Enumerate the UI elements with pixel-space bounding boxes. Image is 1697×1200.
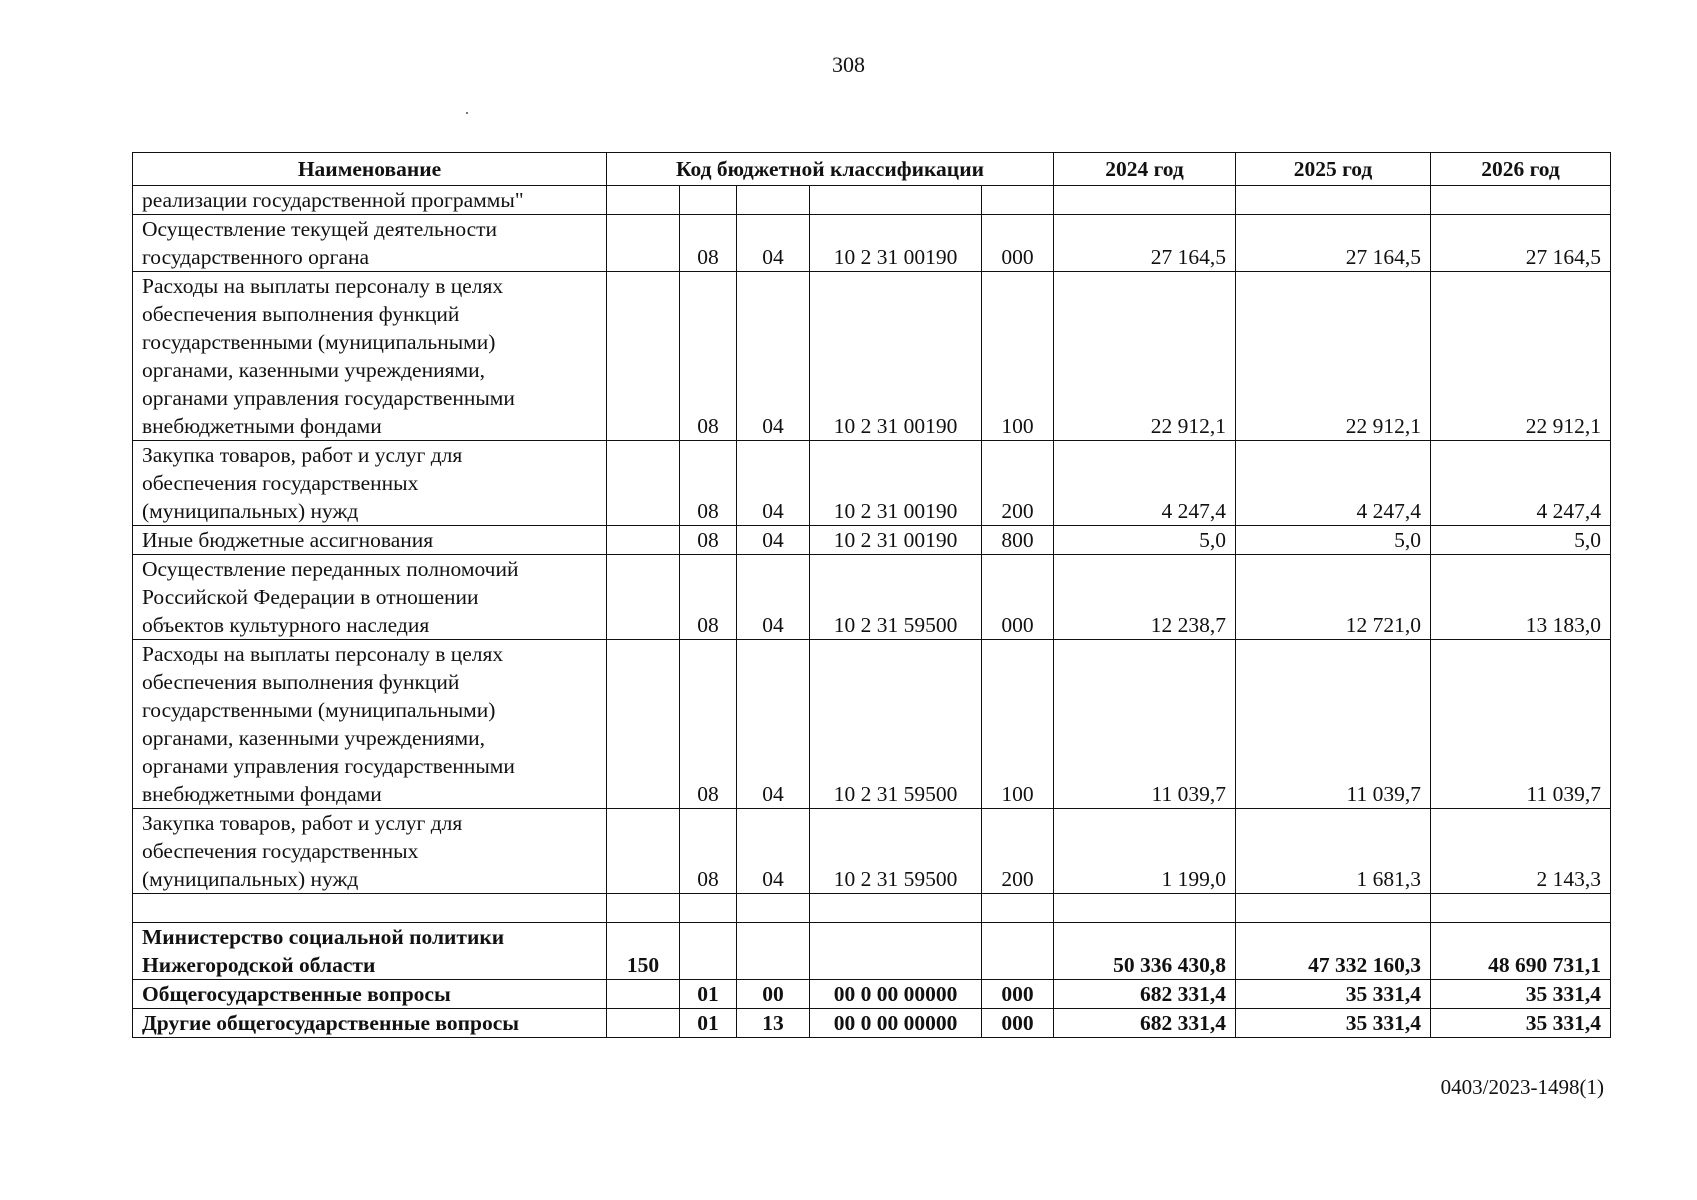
cell-2025	[1236, 186, 1431, 215]
cell-name	[133, 640, 607, 809]
cell-2026: 48 690 731,1	[1431, 923, 1611, 980]
name-line: Осуществление текущей деятельности	[142, 217, 498, 241]
table-row	[133, 894, 1611, 923]
header-name: Наименование	[133, 153, 607, 186]
name-line: Общегосударственные вопросы	[142, 982, 451, 1006]
cell-2026	[1431, 186, 1611, 215]
cell-subsection	[737, 923, 810, 980]
cell-expense-type: 100	[982, 272, 1054, 441]
name-line: государственными (муниципальными)	[142, 698, 496, 722]
cell-expense-type	[982, 923, 1054, 980]
cell-2025: 47 332 160,3	[1236, 923, 1431, 980]
budget-table	[132, 152, 1611, 1038]
cell-section	[680, 186, 737, 215]
cell-ved	[607, 441, 680, 526]
table-header-row	[133, 153, 1611, 186]
table-row	[133, 186, 1611, 215]
cell-2024: 27 164,5	[1054, 215, 1236, 272]
cell-2025	[1236, 894, 1431, 923]
name-line: Расходы на выплаты персоналу в целях	[142, 642, 504, 666]
cell-target-article: 10 2 31 00190	[810, 272, 982, 441]
cell-2024: 4 247,4	[1054, 441, 1236, 526]
name-line: Расходы на выплаты персоналу в целях	[142, 274, 504, 298]
cell-name	[133, 1009, 607, 1038]
cell-name	[133, 526, 607, 555]
header-2026: 2026 год	[1431, 153, 1611, 186]
name-line: Осуществление переданных полномочий	[142, 557, 519, 581]
cell-ved: 150	[607, 923, 680, 980]
table-row	[133, 272, 1611, 441]
name-line: обеспечения государственных	[142, 471, 419, 495]
cell-target-article	[810, 894, 982, 923]
name-line: Другие общегосударственные вопросы	[142, 1011, 520, 1035]
cell-2026: 35 331,4	[1431, 980, 1611, 1009]
cell-2026	[1431, 894, 1611, 923]
header-2025: 2025 год	[1236, 153, 1431, 186]
cell-section: 01	[680, 980, 737, 1009]
cell-expense-type: 200	[982, 809, 1054, 894]
name-line: обеспечения выполнения функций	[142, 302, 460, 326]
table-row	[133, 555, 1611, 640]
cell-2024: 5,0	[1054, 526, 1236, 555]
name-line: обеспечения выполнения функций	[142, 670, 460, 694]
cell-subsection	[737, 186, 810, 215]
cell-subsection: 04	[737, 809, 810, 894]
cell-2026: 35 331,4	[1431, 1009, 1611, 1038]
cell-target-article: 10 2 31 00190	[810, 441, 982, 526]
cell-section: 08	[680, 215, 737, 272]
cell-2025: 35 331,4	[1236, 980, 1431, 1009]
cell-2026: 13 183,0	[1431, 555, 1611, 640]
cell-name	[133, 215, 607, 272]
cell-expense-type: 200	[982, 441, 1054, 526]
name-line: реализации государственной программы"	[142, 188, 524, 212]
cell-subsection: 00	[737, 980, 810, 1009]
cell-ved	[607, 894, 680, 923]
cell-2024: 1 199,0	[1054, 809, 1236, 894]
cell-ved	[607, 526, 680, 555]
cell-2024: 11 039,7	[1054, 640, 1236, 809]
name-line: органами управления государственными	[142, 386, 515, 410]
cell-subsection: 04	[737, 640, 810, 809]
name-line: Российской Федерации в отношении	[142, 585, 479, 609]
name-line	[142, 894, 597, 922]
cell-2024	[1054, 186, 1236, 215]
cell-2026: 22 912,1	[1431, 272, 1611, 441]
cell-section: 08	[680, 640, 737, 809]
cell-name	[133, 272, 607, 441]
cell-target-article: 10 2 31 59500	[810, 555, 982, 640]
cell-section: 01	[680, 1009, 737, 1038]
table-row	[133, 441, 1611, 526]
cell-name	[133, 980, 607, 1009]
cell-2025: 27 164,5	[1236, 215, 1431, 272]
cell-2024	[1054, 894, 1236, 923]
cell-subsection: 04	[737, 215, 810, 272]
name-line: органами, казенными учреждениями,	[142, 726, 485, 750]
cell-2026: 27 164,5	[1431, 215, 1611, 272]
cell-2024: 22 912,1	[1054, 272, 1236, 441]
name-line: Иные бюджетные ассигнования	[142, 528, 434, 552]
cell-expense-type: 000	[982, 1009, 1054, 1038]
cell-name	[133, 186, 607, 215]
cell-target-article: 10 2 31 59500	[810, 809, 982, 894]
cell-name	[133, 923, 607, 980]
table-row	[133, 215, 1611, 272]
cell-ved	[607, 1009, 680, 1038]
name-line: органами управления государственными	[142, 754, 515, 778]
cell-ved	[607, 215, 680, 272]
cell-2025: 5,0	[1236, 526, 1431, 555]
cell-subsection	[737, 894, 810, 923]
cell-section	[680, 923, 737, 980]
cell-2024: 12 238,7	[1054, 555, 1236, 640]
name-line: (муниципальных) нужд	[142, 867, 359, 891]
cell-target-article: 10 2 31 00190	[810, 526, 982, 555]
document-number: 0403/2023-1498(1)	[1440, 1075, 1604, 1099]
table-row	[133, 526, 1611, 555]
cell-section	[680, 894, 737, 923]
cell-name	[133, 441, 607, 526]
header-2024: 2024 год	[1054, 153, 1236, 186]
cell-ved	[607, 272, 680, 441]
cell-ved	[607, 809, 680, 894]
table-row	[133, 1009, 1611, 1038]
cell-2026: 2 143,3	[1431, 809, 1611, 894]
cell-section: 08	[680, 272, 737, 441]
table-row	[133, 640, 1611, 809]
cell-subsection: 13	[737, 1009, 810, 1038]
name-line: Нижегородской области	[142, 953, 376, 977]
cell-expense-type: 100	[982, 640, 1054, 809]
table-row	[133, 923, 1611, 980]
cell-subsection: 04	[737, 441, 810, 526]
cell-2025: 12 721,0	[1236, 555, 1431, 640]
table-body	[133, 186, 1611, 1038]
cell-section: 08	[680, 809, 737, 894]
cell-ved	[607, 555, 680, 640]
name-line: объектов культурного наследия	[142, 613, 430, 637]
cell-target-article	[810, 923, 982, 980]
name-line: внебюджетными фондами	[142, 782, 382, 806]
cell-expense-type	[982, 894, 1054, 923]
cell-name	[133, 809, 607, 894]
name-line: Министерство социальной политики	[142, 925, 505, 949]
cell-2026: 5,0	[1431, 526, 1611, 555]
scan-speck	[466, 112, 468, 114]
header-code: Код бюджетной классификации	[607, 153, 1054, 186]
cell-target-article: 10 2 31 00190	[810, 215, 982, 272]
cell-2024: 50 336 430,8	[1054, 923, 1236, 980]
cell-ved	[607, 186, 680, 215]
name-line: Закупка товаров, работ и услуг для	[142, 443, 463, 467]
table-row	[133, 980, 1611, 1009]
cell-section: 08	[680, 441, 737, 526]
name-line: органами, казенными учреждениями,	[142, 358, 485, 382]
page-number: 308	[832, 52, 865, 77]
name-line: государственными (муниципальными)	[142, 330, 496, 354]
cell-expense-type	[982, 186, 1054, 215]
cell-name	[133, 555, 607, 640]
name-line: (муниципальных) нужд	[142, 499, 359, 523]
cell-2024: 682 331,4	[1054, 1009, 1236, 1038]
cell-target-article: 10 2 31 59500	[810, 640, 982, 809]
name-line: Закупка товаров, работ и услуг для	[142, 811, 463, 835]
cell-subsection: 04	[737, 272, 810, 441]
cell-2025: 35 331,4	[1236, 1009, 1431, 1038]
cell-2026: 4 247,4	[1431, 441, 1611, 526]
cell-expense-type: 800	[982, 526, 1054, 555]
cell-2024: 682 331,4	[1054, 980, 1236, 1009]
table-row	[133, 809, 1611, 894]
cell-expense-type: 000	[982, 215, 1054, 272]
cell-subsection: 04	[737, 526, 810, 555]
cell-target-article	[810, 186, 982, 215]
cell-subsection: 04	[737, 555, 810, 640]
name-line: обеспечения государственных	[142, 839, 419, 863]
cell-section: 08	[680, 555, 737, 640]
cell-expense-type: 000	[982, 980, 1054, 1009]
name-line: государственного органа	[142, 245, 370, 269]
cell-2026: 11 039,7	[1431, 640, 1611, 809]
cell-ved	[607, 640, 680, 809]
cell-section: 08	[680, 526, 737, 555]
name-line: внебюджетными фондами	[142, 414, 382, 438]
cell-target-article: 00 0 00 00000	[810, 980, 982, 1009]
cell-target-article: 00 0 00 00000	[810, 1009, 982, 1038]
cell-2025: 11 039,7	[1236, 640, 1431, 809]
cell-2025: 22 912,1	[1236, 272, 1431, 441]
cell-expense-type: 000	[982, 555, 1054, 640]
cell-name	[133, 894, 607, 923]
cell-2025: 4 247,4	[1236, 441, 1431, 526]
cell-ved	[607, 980, 680, 1009]
cell-2025: 1 681,3	[1236, 809, 1431, 894]
